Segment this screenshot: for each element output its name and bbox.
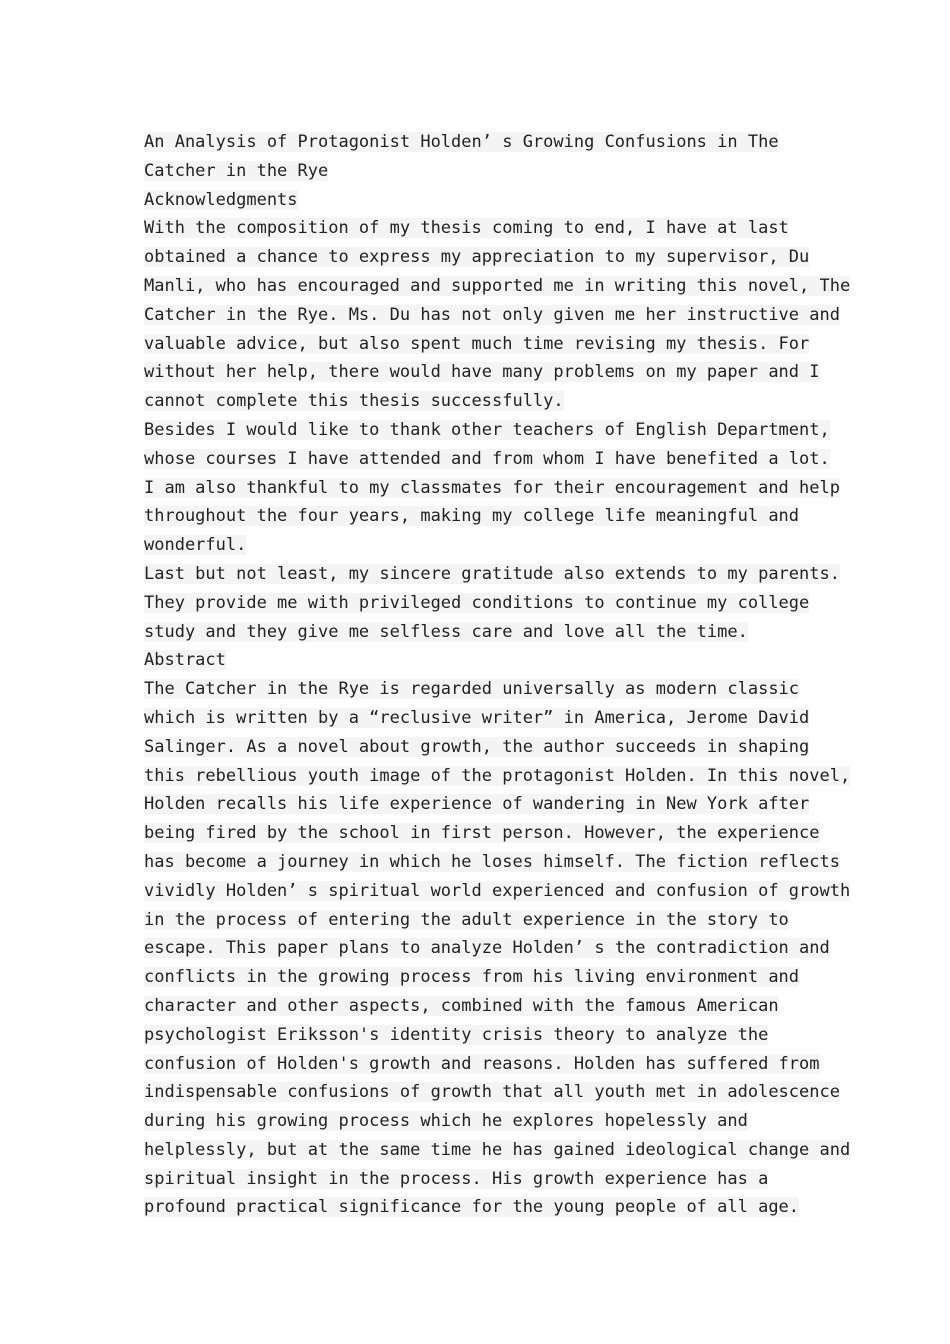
text-line: in the process of entering the adult experience in the story to xyxy=(144,909,789,930)
document-title xyxy=(144,128,816,186)
text-line: helplessly, but at the same time he has gained ideological change and xyxy=(144,1139,851,1160)
text-line: which is written by a “reclusive writer” in America, Jerome David xyxy=(144,707,810,728)
text-line: cannot complete this thesis successfully. xyxy=(144,391,564,412)
text-line: during his growing process which he explores hopelessly and xyxy=(144,1111,748,1132)
acknowledgments-heading xyxy=(144,186,816,215)
text-line: conflicts in the growing process from his living environment and xyxy=(144,967,800,988)
text-line: this rebellious youth image of the protagonist Holden. In this novel, xyxy=(144,765,851,786)
text-line: escape. This paper plans to analyze Holden’ s the contradiction and xyxy=(144,938,830,959)
text-line: psychologist Eriksson's identity crisis theory to analyze the xyxy=(144,1024,769,1045)
text-line: They provide me with privileged conditions to continue my college xyxy=(144,592,810,613)
text-line: Besides I would like to thank other teachers of English Department, xyxy=(144,419,830,440)
section-heading: Acknowledgments xyxy=(144,189,298,210)
text-line: indispensable confusions of growth that all youth met in adolescence xyxy=(144,1082,840,1103)
acknowledgments-paragraph-2 xyxy=(144,416,840,560)
text-line: whose courses I have attended and from whom I have benefited a lot. xyxy=(144,448,830,469)
text-line: The Catcher in the Rye is regarded universally as modern classic xyxy=(144,679,800,700)
text-line: wonderful. xyxy=(144,535,247,556)
text-line: valuable advice, but also spent much time revising my thesis. For xyxy=(144,333,810,354)
text-line: Catcher in the Rye. Ms. Du has not only given me her instructive and xyxy=(144,304,840,325)
text-line: study and they give me selfless care and love all the time. xyxy=(144,621,748,642)
text-line: has become a journey in which he loses himself. The fiction reflects xyxy=(144,851,840,872)
text-line: character and other aspects, combined with the famous American xyxy=(144,995,779,1016)
text-line: Last but not least, my sincere gratitude also extends to my parents. xyxy=(144,563,840,584)
text-line: being fired by the school in first person. However, the experience xyxy=(144,823,820,844)
title-line: An Analysis of Protagonist Holden’ s Growing Confusions in The xyxy=(144,132,779,152)
text-line: spiritual insight in the process. His growth experience has a xyxy=(144,1168,769,1189)
text-line: Salinger. As a novel about growth, the author succeeds in shaping xyxy=(144,736,810,757)
text-line: without her help, there would have many problems on my paper and I xyxy=(144,362,820,383)
text-line: confusion of Holden's growth and reasons. Holden has suffered from xyxy=(144,1053,820,1074)
abstract-paragraph xyxy=(144,675,851,1222)
text-line: Manli, who has encouraged and supported me in writing this novel, The xyxy=(144,275,851,296)
text-line: Holden recalls his life experience of wandering in New York after xyxy=(144,794,810,815)
text-line: I am also thankful to my classmates for their encouragement and help xyxy=(144,477,840,498)
text-line: throughout the four years, making my college life meaningful and xyxy=(144,506,800,527)
text-line: obtained a chance to express my appreciation to my supervisor, Du xyxy=(144,247,810,268)
abstract-heading xyxy=(144,646,816,675)
acknowledgments-paragraph-1 xyxy=(144,214,851,416)
text-line: profound practical significance for the young people of all age. xyxy=(144,1197,800,1218)
acknowledgments-paragraph-3 xyxy=(144,560,840,646)
text-line: With the composition of my thesis coming to end, I have at last xyxy=(144,218,789,239)
document-page xyxy=(144,128,851,1222)
title-line: Catcher in the Rye xyxy=(144,160,329,181)
section-heading: Abstract xyxy=(144,650,226,671)
text-line: vividly Holden’ s spiritual world experienced and confusion of growth xyxy=(144,880,851,901)
